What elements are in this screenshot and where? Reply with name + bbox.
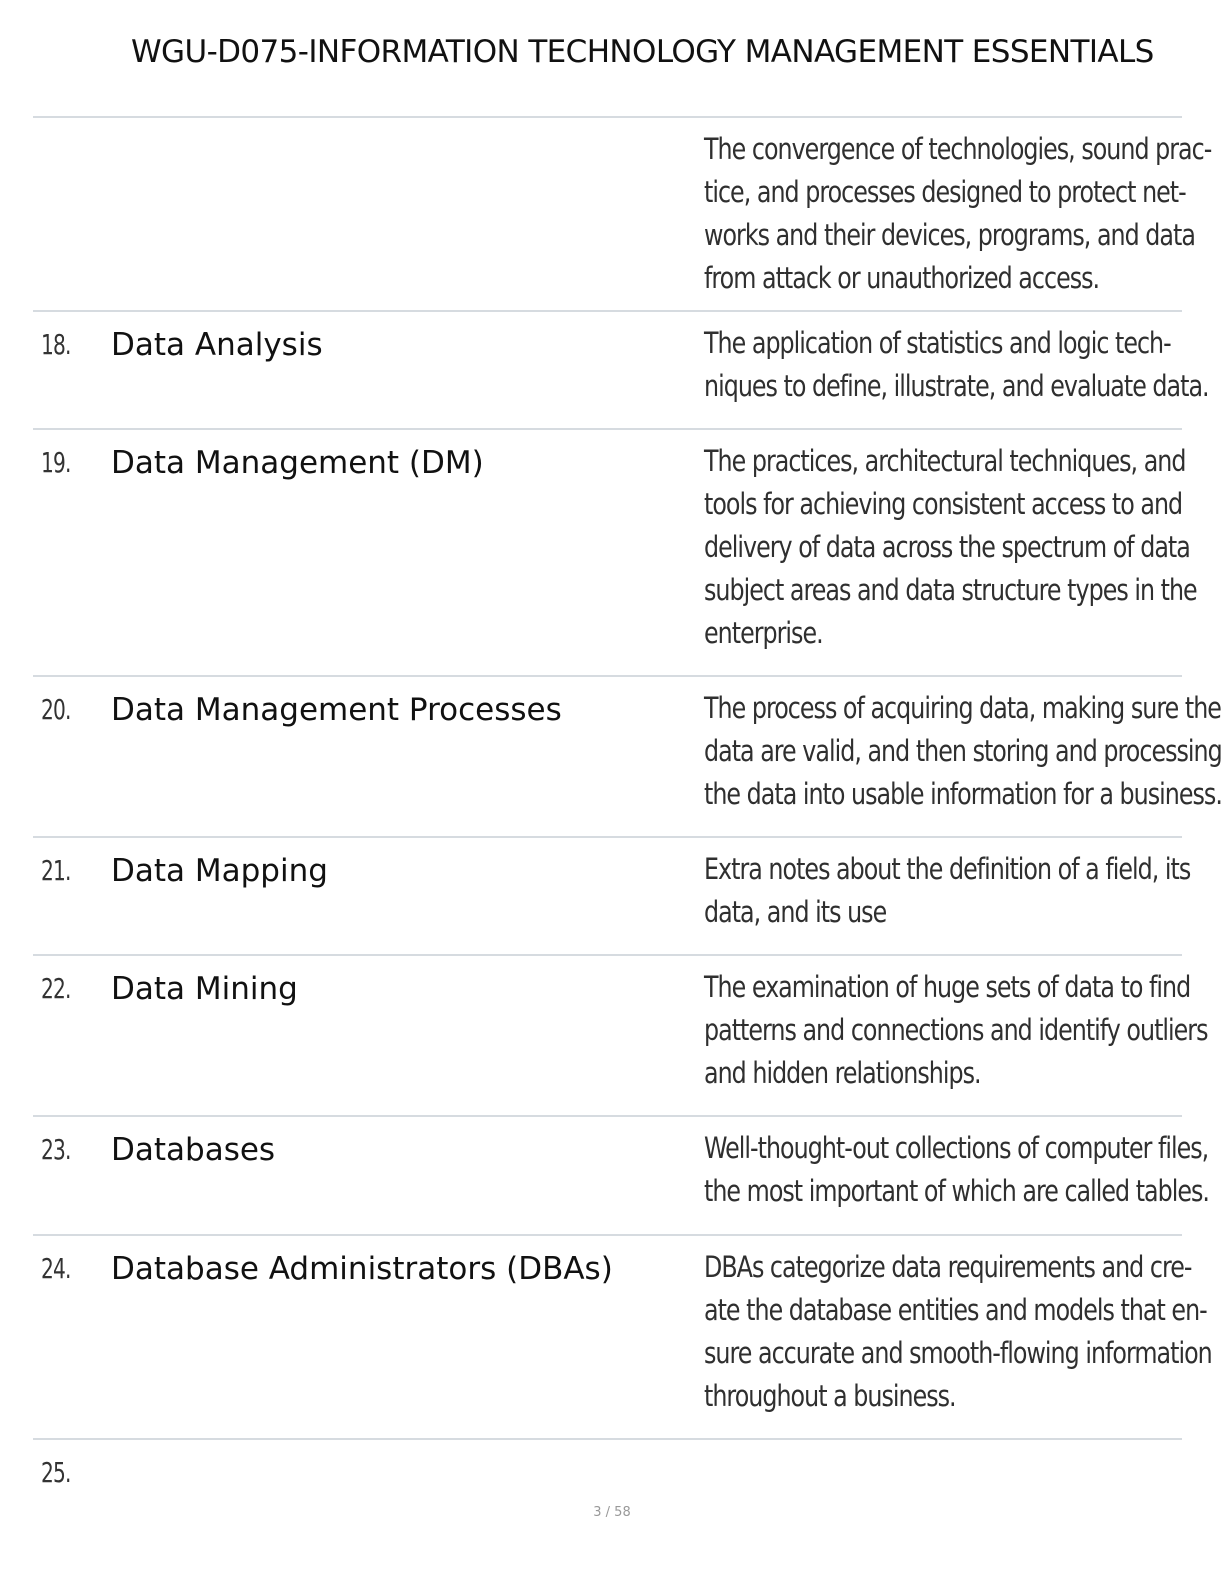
document-title: WGU-D075-INFORMATION TECHNOLOGY MANAGEMENT ESSENTIALS xyxy=(131,34,1154,70)
definition-line: from attack or unauthorized access. xyxy=(704,261,1100,295)
row-number: 25. xyxy=(41,1456,71,1489)
glossary-table xyxy=(33,116,1222,1520)
row-definition xyxy=(704,848,1191,934)
definition-line: data are valid, and then storing and processing xyxy=(704,734,1222,768)
definition-line: niques to define, illustrate, and evaluate data. xyxy=(704,369,1209,403)
row-term: Data Management (DM) xyxy=(111,445,484,481)
definition-line: The process of acquiring data, making sure the xyxy=(704,691,1221,725)
table-row xyxy=(33,836,1191,954)
definition-line: works and their devices, programs, and data xyxy=(704,218,1195,252)
row-number: 18. xyxy=(41,328,71,361)
definition-line: throughout a business. xyxy=(704,1379,956,1413)
row-number: 22. xyxy=(41,972,71,1005)
row-number: 20. xyxy=(41,693,71,726)
row-number: 21. xyxy=(41,854,71,887)
row-definition xyxy=(704,322,1209,408)
definition-line: patterns and connections and identify outliers xyxy=(704,1013,1208,1047)
definition-line: the data into usable information for a business. xyxy=(704,777,1222,811)
definition-line: Extra notes about the definition of a field, its xyxy=(704,852,1191,886)
row-term: Data Mapping xyxy=(111,853,328,889)
definition-line: tice, and processes designed to protect net- xyxy=(704,175,1186,209)
row-number: 23. xyxy=(41,1133,71,1166)
definition-line: The application of statistics and logic tech- xyxy=(704,326,1171,360)
row-term: Data Mining xyxy=(111,971,298,1007)
definition-line: enterprise. xyxy=(704,616,823,650)
definition-line: subject areas and data structure types in the xyxy=(704,573,1197,607)
table-row xyxy=(33,1115,1210,1234)
definition-line: The practices, architectural techniques, and xyxy=(704,444,1186,478)
table-row xyxy=(33,675,1222,836)
row-term: Data Management Processes xyxy=(111,692,562,728)
row-number: 24. xyxy=(41,1252,71,1285)
definition-line: ate the database entities and models that en- xyxy=(704,1293,1207,1327)
definition-line: the most important of which are called tables. xyxy=(704,1174,1210,1208)
row-number: 19. xyxy=(41,446,71,479)
row-term: Data Analysis xyxy=(111,327,323,363)
row-term: Database Administrators (DBAs) xyxy=(111,1251,613,1287)
row-definition xyxy=(704,440,1197,655)
row-definition xyxy=(704,1246,1212,1418)
definition-line: The convergence of technologies, sound prac- xyxy=(704,132,1212,166)
table-row xyxy=(33,116,1212,310)
row-definition xyxy=(704,128,1212,300)
definition-line: data, and its use xyxy=(704,895,887,929)
definition-line: The examination of huge sets of data to find xyxy=(704,970,1191,1004)
row-definition xyxy=(704,1127,1210,1213)
definition-line: DBAs categorize data requirements and cre- xyxy=(704,1250,1192,1284)
definition-line: sure accurate and smooth-flowing information xyxy=(704,1336,1212,1370)
definition-line: delivery of data across the spectrum of data xyxy=(704,530,1190,564)
definition-line: tools for achieving consistent access to and xyxy=(704,487,1183,521)
row-term: Databases xyxy=(111,1132,276,1168)
row-definition xyxy=(704,966,1208,1095)
definition-line: and hidden relationships. xyxy=(704,1056,981,1090)
table-row xyxy=(33,428,1197,675)
table-row xyxy=(33,1234,1212,1438)
definition-line: Well-thought-out collections of computer files, xyxy=(704,1131,1209,1165)
page-number: 3 / 58 xyxy=(593,1505,631,1520)
row-definition xyxy=(704,687,1222,816)
table-row xyxy=(33,954,1208,1115)
table-row xyxy=(33,310,1209,428)
